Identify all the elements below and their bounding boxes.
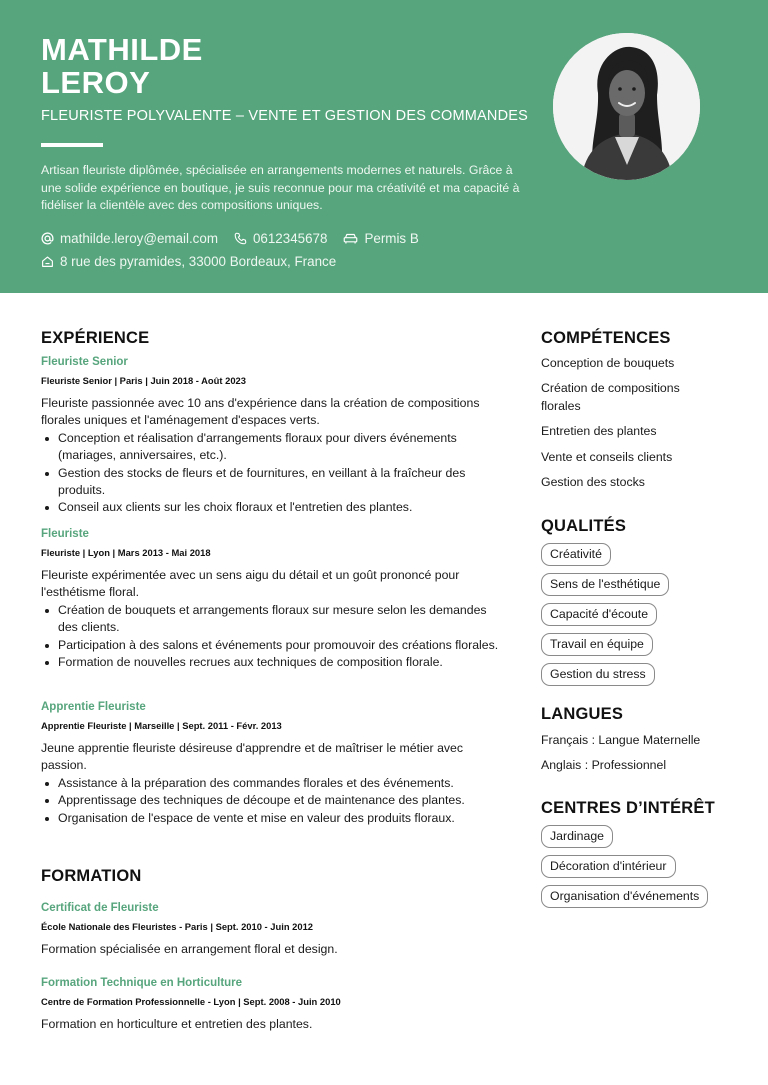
degree-meta: École Nationale des Fleuristes - Paris | Sept. 2010 - Juin 2012 — [41, 921, 314, 932]
interest-tag: Organisation d'événements — [541, 885, 708, 908]
bullet-item: Formation de nouvelles recrues aux techniques de composition florale. — [41, 654, 503, 671]
contact-row-address — [41, 254, 352, 269]
skill-item: Gestion des stocks — [541, 475, 645, 490]
job-bullets — [41, 602, 503, 672]
job-meta: Fleuriste Senior | Paris | Juin 2018 - Août 2023 — [41, 375, 246, 386]
languages-list — [541, 732, 741, 783]
degree-title: Certificat de Fleuriste — [41, 902, 159, 914]
job-description: Fleuriste passionnée avec 10 ans d'expérience dans la création de compositions florales uniques et l'aménagement d'espaces verts. — [41, 396, 480, 428]
at-icon — [41, 232, 54, 245]
phone-text: 0612345678 — [252, 231, 328, 246]
job-description: Jeune apprentie fleuriste désireuse d'apprendre et de maîtriser le métier avec passion. — [41, 741, 464, 773]
email-text: mathilde.leroy@email.com — [60, 231, 218, 246]
car-icon — [343, 232, 358, 245]
language-item: Anglais : Professionnel — [541, 758, 667, 773]
languages-heading: LANGUES — [541, 705, 624, 723]
language-item: Français : Langue Maternelle — [541, 733, 701, 747]
name-first: MATHILDE — [41, 32, 203, 67]
contact-license — [343, 231, 418, 246]
skills-list — [541, 355, 716, 499]
skill-item: Conception de bouquets — [541, 356, 675, 370]
job-entry — [41, 700, 503, 827]
quality-tag: Sens de l'esthétique — [541, 573, 669, 596]
bullet-item: Conception et réalisation d'arrangements floraux pour divers événements (mariages, anniversaires, etc.). — [41, 430, 503, 465]
qualities-list — [541, 543, 741, 693]
contact-address — [41, 254, 336, 269]
bullet-item: Gestion des stocks de fleurs et de fournitures, en veillant à la fraîcheur des produits. — [41, 465, 503, 500]
job-description: Fleuriste expérimentée avec un sens aigu du détail et un goût prononcé pour l'esthétisme floral. — [41, 568, 460, 600]
quality-tag: Créativité — [541, 543, 611, 566]
headline-divider — [41, 143, 103, 147]
qualities-heading: QUALITÉS — [541, 517, 627, 535]
quality-tag: Capacité d'écoute — [541, 603, 657, 626]
interest-tag: Jardinage — [541, 825, 613, 848]
education-entry — [41, 901, 503, 958]
skill-item: Création de compositions florales — [541, 381, 680, 413]
quality-tag: Gestion du stress — [541, 663, 655, 686]
license-text: Permis B — [364, 231, 419, 246]
education-entry — [41, 976, 503, 1033]
job-title: Apprentie Fleuriste — [41, 701, 146, 713]
job-title: Fleuriste — [41, 528, 89, 540]
profile-photo — [553, 33, 700, 180]
bullet-item: Assistance à la préparation des commandes florales et des événements. — [41, 775, 503, 792]
bullet-item: Apprentissage des techniques de découpe et de maintenance des plantes. — [41, 792, 503, 809]
name-last: LEROY — [41, 65, 151, 100]
bullet-item: Création de bouquets et arrangements floraux sur mesure selon les demandes des clients. — [41, 602, 503, 637]
skill-item: Entretien des plantes — [541, 424, 657, 439]
contact-row — [41, 231, 435, 246]
candidate-name — [41, 33, 481, 99]
degree-title: Formation Technique en Horticulture — [41, 977, 243, 989]
interest-tag: Décoration d'intérieur — [541, 855, 676, 878]
bullet-item: Participation à des salons et événements pour promouvoir des créations florales. — [41, 637, 503, 654]
contact-phone[interactable] — [234, 231, 327, 246]
interests-heading: CENTRES D’INTÉRÊT — [541, 799, 715, 817]
bullet-item: Conseil aux clients sur les choix floraux et l'entretien des plantes. — [41, 499, 503, 516]
header-banner — [0, 0, 768, 293]
job-bullets — [41, 775, 503, 827]
profile-summary: Artisan fleuriste diplômée, spécialisée en arrangements modernes et naturels. Grâce à une solide expérience en boutique, je suis reconnue pour ma créativité et ma capacité à fidéliser la clientèle avec des compositions uniques. — [41, 163, 520, 213]
degree-meta: Centre de Formation Professionnelle - Lyon | Sept. 2008 - Juin 2010 — [41, 996, 341, 1007]
skills-heading: COMPÉTENCES — [541, 329, 671, 347]
education-heading: FORMATION — [41, 867, 142, 885]
skill-item: Vente et conseils clients — [541, 449, 673, 464]
degree-description: Formation spécialisée en arrangement floral et design. — [41, 942, 338, 956]
bullet-item: Organisation de l'espace de vente et mise en valeur des produits floraux. — [41, 810, 503, 827]
quality-tag: Travail en équipe — [541, 633, 653, 656]
experience-heading: EXPÉRIENCE — [41, 329, 150, 347]
job-meta: Apprentie Fleuriste | Marseille | Sept. 2011 - Févr. 2013 — [41, 720, 282, 731]
phone-icon — [234, 232, 247, 245]
contact-email[interactable] — [41, 231, 218, 246]
job-bullets — [41, 430, 503, 517]
interests-list — [541, 825, 741, 915]
address-text: 8 rue des pyramides, 33000 Bordeaux, France — [60, 254, 337, 269]
job-headline: FLEURISTE POLYVALENTE – VENTE ET GESTION DES COMMANDES — [41, 108, 528, 124]
job-entry — [41, 527, 503, 671]
job-title: Fleuriste Senior — [41, 356, 128, 368]
degree-description: Formation en horticulture et entretien des plantes. — [41, 1017, 313, 1031]
job-meta: Fleuriste | Lyon | Mars 2013 - Mai 2018 — [41, 547, 211, 558]
home-icon — [41, 255, 54, 268]
job-entry — [41, 355, 503, 517]
